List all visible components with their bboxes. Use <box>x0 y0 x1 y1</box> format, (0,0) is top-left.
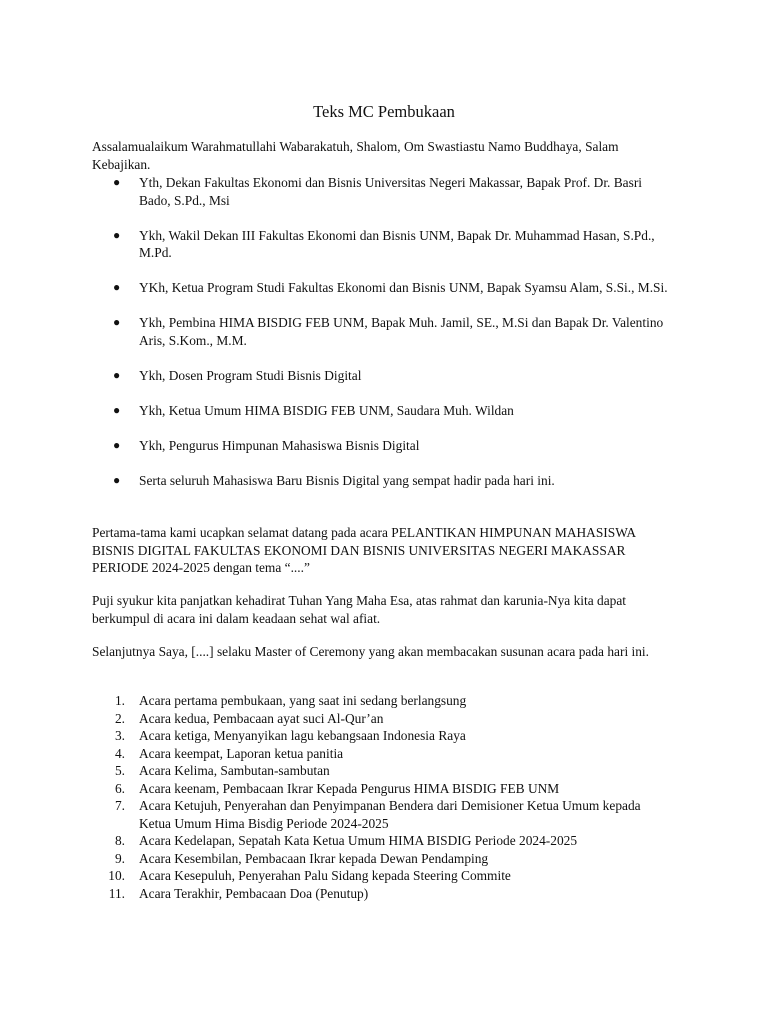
document-title: Teks MC Pembukaan <box>313 102 455 121</box>
bullet-icon: ● <box>113 280 121 294</box>
agenda-text: Acara Ketujuh, Penyerahan dan Penyimpanan Bendera dari Demisioner Ketua Umum kepada Ketua Umum Hima Bisdig Periode 2024-2025 <box>139 798 641 831</box>
agenda-text: Acara keenam, Pembacaan Ikrar Kepada Pengurus HIMA BISDIG FEB UNM <box>139 780 560 796</box>
salutation-text: Yth, Dekan Fakultas Ekonomi dan Bisnis Universitas Negeri Makassar, Bapak Prof. Dr. Basri Bado, S.Pd., Msi <box>139 175 643 208</box>
salutation-item <box>92 472 672 490</box>
agenda-text: Acara kedua, Pembacaan ayat suci Al-Qur’an <box>139 710 384 726</box>
salutation-list <box>92 174 672 489</box>
salutation-text: Ykh, Pembina HIMA BISDIG FEB UNM, Bapak Muh. Jamil, SE., M.Si dan Bapak Dr. Valentino Aris, S.Kom., M.M. <box>139 315 664 348</box>
agenda-text: Acara Kedelapan, Sepatah Kata Ketua Umum HIMA BISDIG Periode 2024-2025 <box>139 833 578 848</box>
agenda-item <box>92 762 672 780</box>
agenda-number: 10. <box>108 868 125 883</box>
agenda-text: Acara pertama pembukaan, yang saat ini sedang berlangsung <box>139 693 467 708</box>
agenda-number: 6. <box>114 780 125 796</box>
salutation-text: Ykh, Ketua Umum HIMA BISDIG FEB UNM, Saudara Muh. Wildan <box>139 402 514 418</box>
agenda-number: 1. <box>114 693 125 708</box>
salutation-text: Ykh, Pengurus Himpunan Mahasiswa Bisnis Digital <box>139 437 420 453</box>
agenda-item <box>92 710 672 728</box>
agenda-text: Acara ketiga, Menyanyikan lagu kebangsaan Indonesia Raya <box>139 728 466 743</box>
agenda-number: 3. <box>114 728 125 743</box>
agenda-text: Acara Kelima, Sambutan-sambutan <box>139 763 330 778</box>
agenda-text: Acara Kesepuluh, Penyerahan Palu Sidang kepada Steering Commite <box>139 868 511 883</box>
agenda-item <box>92 797 672 832</box>
salutation-item <box>92 367 672 385</box>
salutation-text: Ykh, Dosen Program Studi Bisnis Digital <box>139 367 362 383</box>
salutation-item <box>92 314 672 349</box>
agenda-item <box>92 850 672 868</box>
welcome-paragraph: Pertama-tama kami ucapkan selamat datang pada acara PELANTIKAN HIMPUNAN MAHASISWA BISNIS DIGITAL FAKULTAS EKONOMI DAN BISNIS UNIVERSITAS NEGERI MAKASSAR PERIODE 2024-2025 dengan tema “....” <box>92 525 636 575</box>
agenda-number: 5. <box>114 763 125 778</box>
bullet-icon: ● <box>113 227 121 242</box>
agenda-text: Acara keempat, Laporan ketua panitia <box>139 745 344 761</box>
agenda-number: 7. <box>114 798 125 813</box>
salutation-text: Ykh, Wakil Dekan III Fakultas Ekonomi dan Bisnis UNM, Bapak Dr. Muhammad Hasan, S.Pd., M.Pd. <box>139 227 655 260</box>
mc-intro-paragraph: Selanjutnya Saya, [....] selaku Master of Ceremony yang akan membacakan susunan acara pada hari ini. <box>92 644 649 659</box>
agenda-item <box>92 885 672 903</box>
agenda-item <box>92 867 672 885</box>
agenda-number: 2. <box>114 710 125 726</box>
bullet-icon: ● <box>113 367 121 382</box>
agenda-number: 9. <box>114 850 125 866</box>
salutation-item <box>92 437 672 455</box>
agenda-text: Acara Kesembilan, Pembacaan Ikrar kepada Dewan Pendamping <box>139 850 489 866</box>
bullet-icon: ● <box>113 472 121 487</box>
salutation-item <box>92 174 672 209</box>
bullet-icon: ● <box>113 315 121 329</box>
salutation-item <box>92 402 672 420</box>
bullet-icon: ● <box>113 175 121 189</box>
salutation-text: YKh, Ketua Program Studi Fakultas Ekonomi dan Bisnis UNM, Bapak Syamsu Alam, S.Si., M.Si. <box>139 280 668 295</box>
agenda-text: Acara Terakhir, Pembacaan Doa (Penutup) <box>139 885 369 901</box>
agenda-list <box>92 692 672 902</box>
agenda-number: 8. <box>114 833 125 848</box>
agenda-item <box>92 780 672 798</box>
salutation-text: Serta seluruh Mahasiswa Baru Bisnis Digital yang sempat hadir pada hari ini. <box>139 472 555 488</box>
agenda-number: 4. <box>114 745 125 761</box>
bullet-icon: ● <box>113 437 121 452</box>
agenda-item <box>92 692 672 710</box>
agenda-item <box>92 745 672 763</box>
salutation-item <box>92 279 672 297</box>
agenda-item <box>92 832 672 850</box>
greeting-paragraph: Assalamualaikum Warahmatullahi Wabarakatuh, Shalom, Om Swastiastu Namo Buddhaya, Salam Kebajikan. <box>92 139 619 172</box>
salutation-item <box>92 227 672 262</box>
bullet-icon: ● <box>113 402 121 417</box>
agenda-number: 11. <box>108 885 125 901</box>
agenda-item <box>92 727 672 745</box>
gratitude-paragraph: Puji syukur kita panjatkan kehadirat Tuhan Yang Maha Esa, atas rahmat dan karunia-Nya kita dapat berkumpul di acara ini dalam keadaan sehat wal afiat. <box>92 593 627 626</box>
